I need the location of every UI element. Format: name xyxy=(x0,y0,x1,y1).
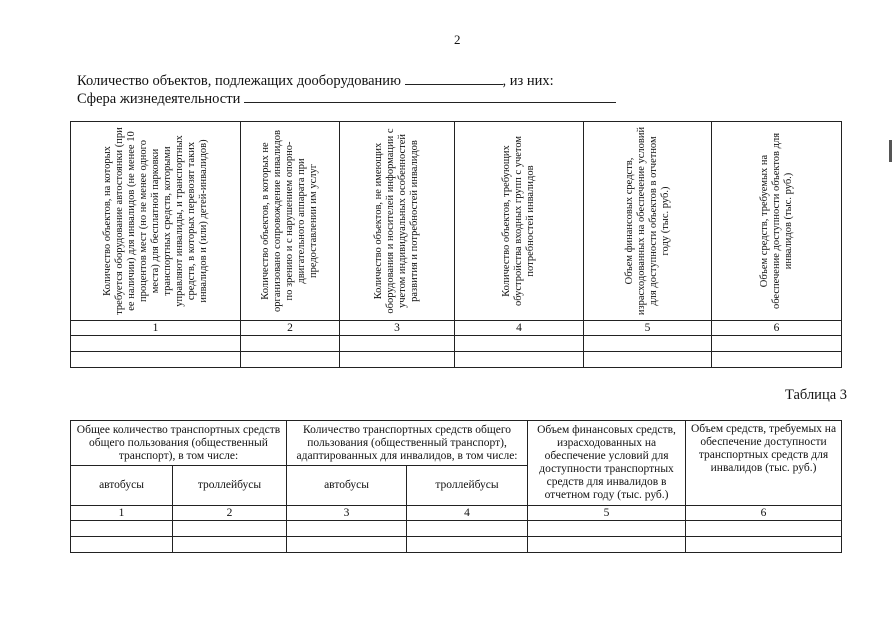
table2-col-number: 1 xyxy=(71,321,241,336)
table3-col-number: 1 xyxy=(71,506,173,521)
table2-cell[interactable] xyxy=(241,352,340,368)
table3-cell[interactable] xyxy=(71,521,173,537)
table3-header-total: Общее количество транспортных средств общего пользования (общественный транспорт), в том числе: xyxy=(71,421,287,466)
table3-col-number: 4 xyxy=(407,506,528,521)
page-edge-mark xyxy=(889,140,892,162)
table2-header-3: Количество объектов, не имеющих оборудования и носителей информации с учетом индивидуальных особенностей развития и потребностей инвалидов xyxy=(340,122,455,321)
table3-cell[interactable] xyxy=(287,537,407,553)
table2-row xyxy=(71,336,842,352)
table3-cell[interactable] xyxy=(528,537,686,553)
table2-col-number: 5 xyxy=(584,321,712,336)
table3-col-number: 6 xyxy=(686,506,842,521)
table2-col-number: 2 xyxy=(241,321,340,336)
sphere-label: Сфера жизнедеятельности xyxy=(77,91,241,107)
table3-cell[interactable] xyxy=(287,521,407,537)
table2-header-5: Объем финансовых средств, израсходованных на обеспечение условий для доступности объектов в отчетном году (тыс. руб.) xyxy=(584,122,712,321)
table2-cell[interactable] xyxy=(584,352,712,368)
table2-cell[interactable] xyxy=(455,336,584,352)
table3-subheader-trolley: троллейбусы xyxy=(173,466,287,506)
table3-row xyxy=(71,521,842,537)
table2-header-4: Количество объектов, требующих обустройства входных групп с учетом потребностей инвалидов xyxy=(455,122,584,321)
table2-cell[interactable] xyxy=(71,352,241,368)
table3-cell[interactable] xyxy=(173,521,287,537)
objects-label: Количество объектов, подлежащих дооборудованию xyxy=(77,73,401,89)
table3-row xyxy=(71,537,842,553)
table3-header-spent: Объем финансовых средств, израсходованных на обеспечение условий для доступности транспортных средств для инвалидов в отчетном году (тыс. руб.) xyxy=(528,421,686,506)
table2-cell[interactable] xyxy=(584,336,712,352)
sphere-line xyxy=(77,90,616,108)
table3-col-number: 3 xyxy=(287,506,407,521)
objects-table xyxy=(70,121,842,368)
table3-col-number: 2 xyxy=(173,506,287,521)
table3-cell[interactable] xyxy=(71,537,173,553)
table2-cell[interactable] xyxy=(712,352,842,368)
table3-col-number: 5 xyxy=(528,506,686,521)
table3-cell[interactable] xyxy=(528,521,686,537)
table3-label: Таблица 3 xyxy=(785,387,848,403)
page-number: 2 xyxy=(454,32,461,47)
objects-count-field[interactable] xyxy=(405,72,503,85)
objects-line xyxy=(77,72,554,90)
table3-cell[interactable] xyxy=(686,521,842,537)
table3-cell[interactable] xyxy=(686,537,842,553)
table2-cell[interactable] xyxy=(71,336,241,352)
table2-col-number: 3 xyxy=(340,321,455,336)
table2-cell[interactable] xyxy=(241,336,340,352)
table3-cell[interactable] xyxy=(173,537,287,553)
table2-header-6: Объем средств, требуемых на обеспечение доступности объектов для инвалидов (тыс. руб.) xyxy=(712,122,842,321)
table3-subheader-trolley-adapted: троллейбусы xyxy=(407,466,528,506)
table3-cell[interactable] xyxy=(407,537,528,553)
table2-cell[interactable] xyxy=(340,352,455,368)
table3-header-adapted: Количество транспортных средств общего пользования (общественный транспорт), адаптированных для инвалидов, в том числе: xyxy=(287,421,528,466)
table2-cell[interactable] xyxy=(340,336,455,352)
table2-col-number: 6 xyxy=(712,321,842,336)
objects-suffix: , из них: xyxy=(502,73,554,89)
transport-table xyxy=(70,420,842,553)
table3-cell[interactable] xyxy=(407,521,528,537)
table2-header-1: Количество объектов, на которых требуется оборудование автостоянки (при ее наличии) для инвалидов (не менее 10 процентов мест (но не менее одного места) для бесплатной парковки транспортных средств, которыми управляют инвалиды, и транспортных средств, в которых перевозят таких инвалидов и (или) детей-инвалидов) xyxy=(71,122,241,321)
table3-subheader-bus-adapted: автобусы xyxy=(287,466,407,506)
table3-header-required: Объем средств, требуемых на обеспечение доступности транспортных средств для инвалидов (тыс. руб.) xyxy=(686,421,842,506)
table2-header-2: Количество объектов, в которых не организовано сопровождение инвалидов по зрению и с нарушением опорно-двигательного аппарата при предоставлении им услуг xyxy=(241,122,340,321)
sphere-field[interactable] xyxy=(244,90,616,103)
table2-row xyxy=(71,352,842,368)
table2-col-number: 4 xyxy=(455,321,584,336)
table3-subheader-bus: автобусы xyxy=(71,466,173,506)
table2-cell[interactable] xyxy=(712,336,842,352)
table2-cell[interactable] xyxy=(455,352,584,368)
